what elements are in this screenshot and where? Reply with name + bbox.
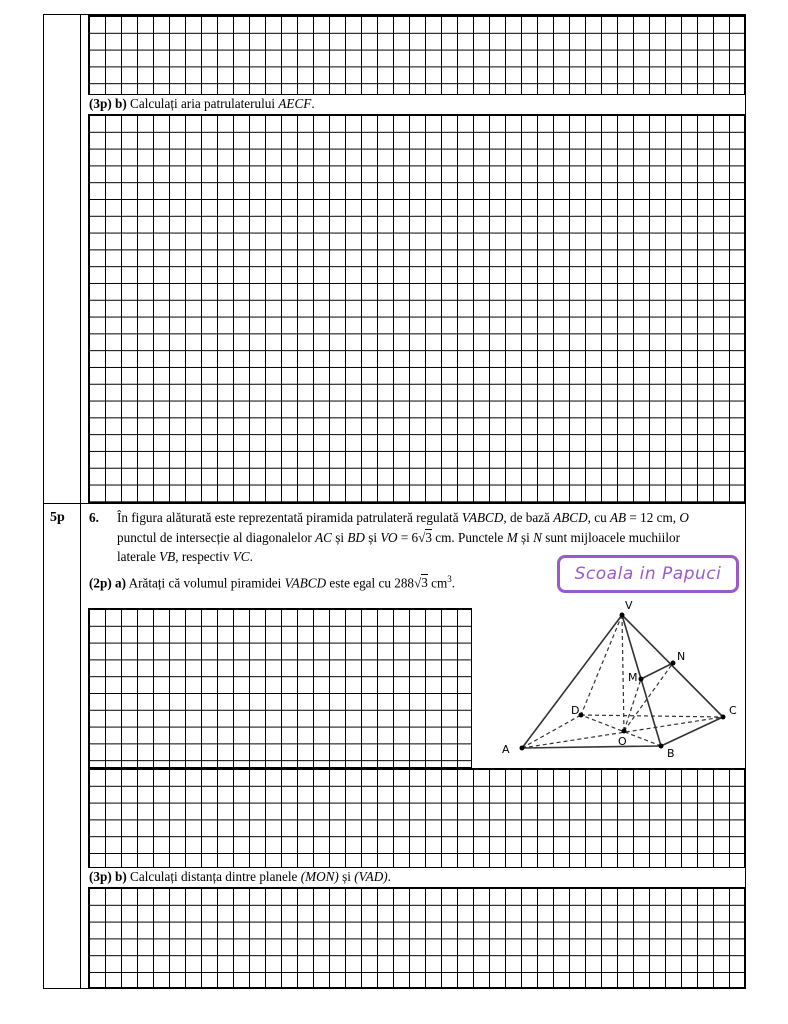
points-badge: (3p) <box>89 869 112 884</box>
unit-exponent: 3 <box>447 574 452 584</box>
text-segment: În figura alăturată este reprezentată piramida patrulateră regulată <box>117 510 459 525</box>
text-segment: sunt mijloacele muchiilor <box>545 530 680 545</box>
text-segment: laterale <box>117 549 156 564</box>
frame-col-divider <box>80 14 81 988</box>
text-segment: și <box>342 869 351 884</box>
watermark-stamp <box>557 555 739 593</box>
segment-om <box>624 679 641 731</box>
question-text: este egal cu <box>329 575 391 591</box>
sqrt-radicand: 3 <box>425 530 432 545</box>
subpoint-letter: b) <box>115 869 127 884</box>
point-v <box>620 613 625 618</box>
segment-name: AB <box>609 510 627 525</box>
frame-right <box>745 14 746 988</box>
figure-name: VABCD <box>461 510 504 525</box>
segment-name: AC <box>315 530 332 545</box>
point-name: O <box>679 510 689 525</box>
answer-grid-5b[interactable] <box>88 114 745 503</box>
question-6b-line <box>89 869 391 885</box>
question-number: 6. <box>89 510 99 525</box>
sqrt-sign: √ <box>414 575 422 591</box>
segment-name: VB <box>159 549 176 564</box>
figure-name: VABCD <box>284 575 327 591</box>
text-segment: și <box>521 530 530 545</box>
question-text: Calculați aria patrulaterului <box>130 96 276 111</box>
plane-name: (VAD) <box>354 869 388 884</box>
text-segment: și <box>368 530 378 545</box>
text-segment: . <box>249 549 253 564</box>
punctuation: . <box>387 869 391 884</box>
text-segment: și <box>335 530 345 545</box>
punctuation: . <box>311 96 315 111</box>
label-c: C <box>729 704 737 717</box>
label-o: O <box>618 735 627 748</box>
text-segment: = 6 <box>400 530 419 545</box>
subpoint-letter: a) <box>115 575 127 591</box>
label-v: V <box>625 599 633 612</box>
point-n <box>671 661 676 666</box>
segment-name: VC <box>232 549 250 564</box>
point-m <box>639 677 644 682</box>
punctuation: . <box>451 575 456 591</box>
watermark-text: Scoala in Papuci <box>574 564 722 584</box>
text-segment: , cu <box>587 510 607 525</box>
point-b <box>659 744 664 749</box>
label-a: A <box>502 743 510 756</box>
volume-value: 288 <box>394 575 415 591</box>
question-text: Calculați distanța dintre planele <box>130 869 298 884</box>
segment-name: BD <box>347 530 365 545</box>
unit: cm <box>431 575 448 591</box>
edge-va <box>522 615 622 748</box>
sqrt-sign: √ <box>418 530 426 545</box>
score-label: 5p <box>50 510 65 525</box>
label-m: M <box>628 671 638 684</box>
text-segment: = 12 cm, <box>629 510 677 525</box>
segment-mn <box>641 663 673 679</box>
label-d: D <box>571 704 580 717</box>
plane-name: (MON) <box>300 869 339 884</box>
answer-grid-6b[interactable] <box>88 887 745 988</box>
text-segment: cm. Punctele <box>435 530 504 545</box>
answer-grid-6a[interactable] <box>88 608 472 768</box>
label-n: N <box>677 650 686 663</box>
points-badge: (2p) <box>89 575 112 591</box>
question-6a-line <box>89 571 455 591</box>
question-separator <box>43 503 746 504</box>
edge-vd <box>581 615 622 715</box>
question-text: Arătați că volumul piramidei <box>128 575 282 591</box>
subpoint-letter: b) <box>115 96 127 111</box>
question-6-line-3 <box>117 549 253 565</box>
point-name: N <box>533 530 542 545</box>
question-6-line-1 <box>117 510 689 526</box>
text-segment: , de bază <box>503 510 550 525</box>
frame-bottom <box>43 988 746 989</box>
point-name: M <box>506 530 518 545</box>
point-c <box>721 715 726 720</box>
figure-name: AECF <box>278 96 312 111</box>
height-vo <box>622 615 624 731</box>
points-badge: (3p) <box>89 96 112 111</box>
answer-grid-6a-full[interactable] <box>88 768 745 868</box>
answer-grid-top[interactable] <box>88 15 745 95</box>
question-5b-line <box>89 96 315 112</box>
segment-name: VO <box>380 530 398 545</box>
sqrt-radicand: 3 <box>421 575 428 591</box>
figure-name: ABCD <box>553 510 588 525</box>
pyramid-figure <box>490 596 750 776</box>
point-a <box>520 746 525 751</box>
question-6-line-2 <box>117 530 680 546</box>
text-segment: , respectiv <box>175 549 230 564</box>
text-segment: punctul de intersecție al diagonalelor <box>117 530 312 545</box>
point-o <box>622 729 627 734</box>
edge-ab <box>522 746 661 748</box>
edge-bc <box>661 717 723 746</box>
frame-left <box>43 14 44 988</box>
label-b: B <box>667 747 675 760</box>
